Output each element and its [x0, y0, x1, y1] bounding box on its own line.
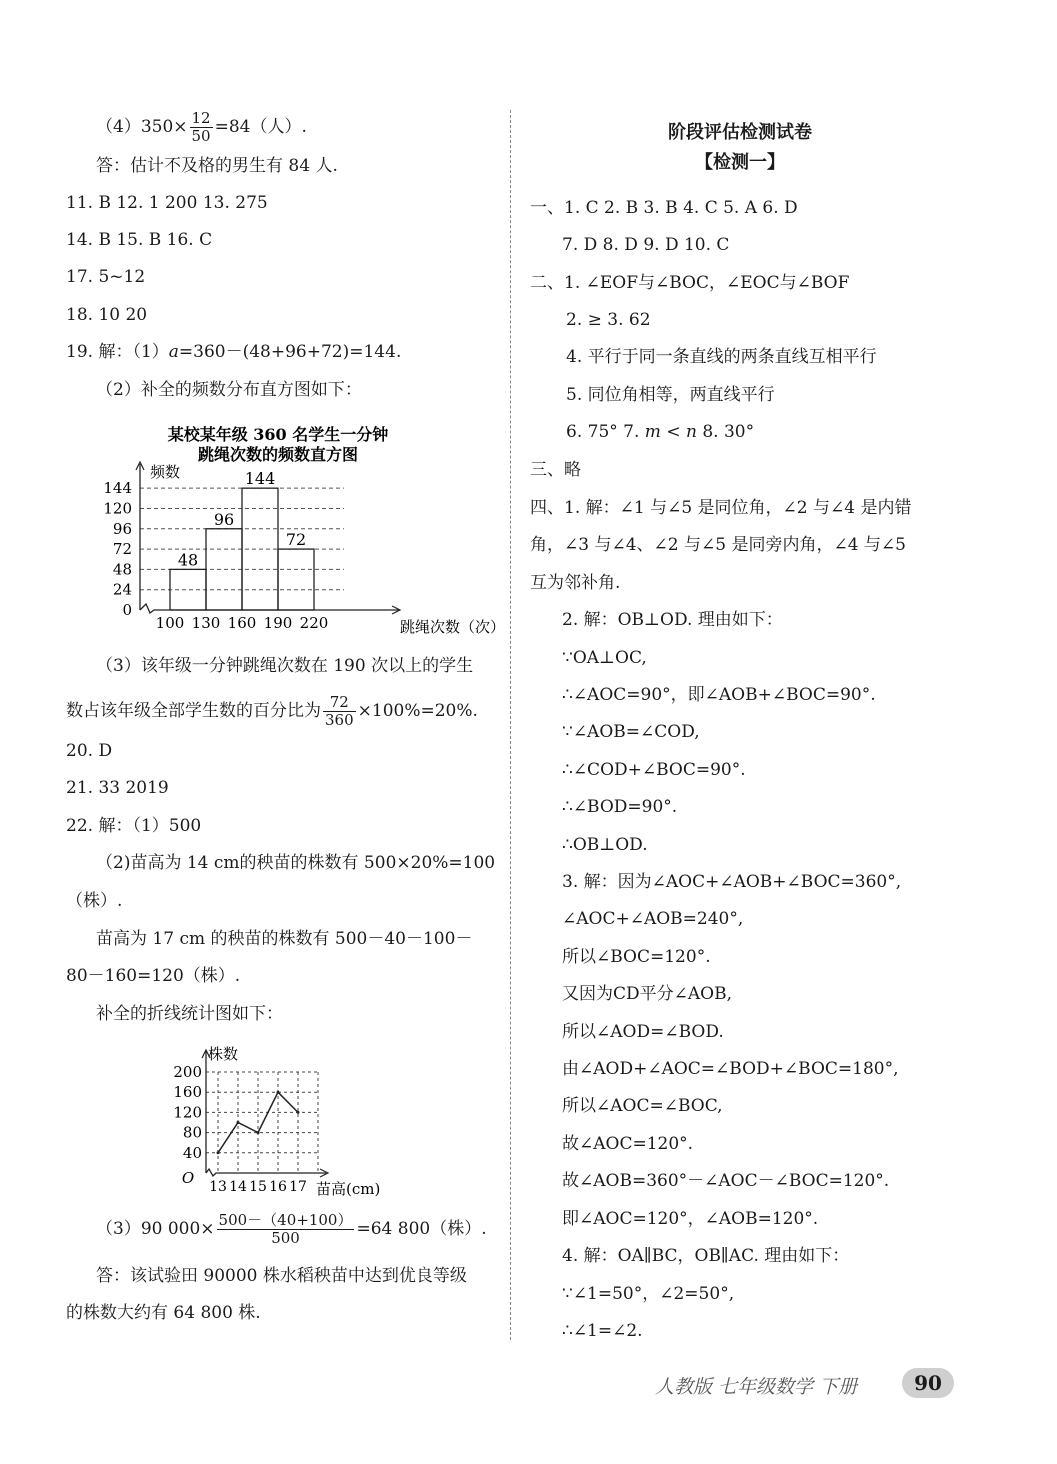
x-axis-label: 跳绳次数（次） [400, 618, 506, 636]
y-tick-label: 24 [112, 580, 132, 599]
fraction-numerator: 500－（40+100） [218, 1211, 353, 1229]
y-axis-label: 株数 [208, 1045, 239, 1063]
page-number: 90 [902, 1368, 954, 1398]
answer-text: =64 800（株）. [356, 1219, 487, 1239]
fraction-numerator: 72 [323, 694, 356, 712]
x-tick-label: 13 [209, 1179, 227, 1195]
y-tick-label: 96 [112, 519, 132, 538]
histogram-bar [278, 549, 314, 610]
answer-text: （3）90 000× [96, 1219, 215, 1239]
answer-line: 80－160=120（株）. [66, 966, 241, 986]
y-tick-label: 120 [173, 1103, 202, 1122]
bar-value-label: 72 [285, 530, 307, 550]
x-axis [140, 604, 400, 613]
y-tick-label: 0 [122, 601, 132, 619]
data-point [237, 1121, 240, 1124]
y-tick-label: 160 [173, 1083, 202, 1102]
bar-value-label: 48 [177, 550, 199, 570]
answer-line: ∴∠1=∠2. [562, 1321, 643, 1341]
data-point [297, 1111, 300, 1114]
answer-text: 8. 30° [696, 422, 755, 442]
answer-line: 二、1. ∠EOF与∠BOC，∠EOC与∠BOF [530, 273, 850, 293]
y-tick-label: 200 [173, 1063, 202, 1081]
x-tick-label: 16 [269, 1179, 287, 1195]
fraction [217, 1212, 355, 1247]
answer-line: 所以∠AOD=∠BOD. [562, 1022, 724, 1042]
x-tick-label: 100 [155, 614, 185, 632]
answer-line: 故∠AOC=120°. [562, 1134, 694, 1154]
answer-line: ∴∠COD+∠BOC=90°. [562, 760, 746, 780]
fraction-denominator: 360 [325, 711, 354, 729]
y-tick-label: 48 [112, 560, 132, 579]
origin-label: O [181, 1169, 195, 1187]
answer-text: 数占该年级全部学生数的百分比为 [66, 701, 321, 721]
answer-line: 即∠AOC=120°，∠AOB=120°. [562, 1209, 819, 1229]
answer-line [96, 1212, 487, 1247]
section-title: 阶段评估检测试卷 [668, 122, 812, 143]
answer-line: 21. 33 2019 [66, 778, 169, 798]
answer-text: ×100%=20%. [357, 701, 478, 721]
variable: n [685, 422, 697, 442]
answer-line: 4. 平行于同一条直线的两条直线互相平行 [566, 347, 877, 367]
fraction-numerator: 12 [191, 109, 211, 127]
fraction [323, 694, 356, 729]
answer-line [66, 694, 478, 729]
answer-line: 答：该试验田 90000 株水稻秧苗中达到优良等级 [96, 1266, 467, 1286]
footer-edition: 人教版 七年级数学 下册 [655, 1376, 858, 1398]
data-point [257, 1131, 260, 1134]
answer-text: < [660, 422, 686, 442]
column-divider [510, 110, 511, 1340]
x-axis-label: 苗高(cm) [316, 1180, 381, 1198]
answer-line: （2）补全的频数分布直方图如下： [96, 380, 362, 400]
answer-line: 苗高为 17 cm 的秧苗的株数有 500－40－100－ [96, 929, 473, 949]
answer-line: ∵OA⊥OC, [562, 648, 647, 668]
y-tick-label: 72 [112, 540, 132, 559]
histogram-chart [90, 420, 510, 645]
answer-line: 14. B 15. B 16. C [66, 230, 213, 250]
answer-line: 三、略 [530, 460, 581, 480]
answer-line: 所以∠AOC=∠BOC, [562, 1096, 723, 1116]
x-tick-label: 14 [229, 1179, 247, 1195]
x-tick-label: 160 [227, 614, 257, 632]
answer-line: 补全的折线统计图如下： [96, 1004, 283, 1024]
x-tick-label: 17 [289, 1179, 307, 1195]
answer-line: 互为邻补角. [530, 573, 621, 593]
line-chart [168, 1040, 428, 1200]
data-point [217, 1151, 220, 1154]
x-tick-label: 130 [191, 614, 221, 632]
chart-subtitle: 跳绳次数的频数直方图 [197, 445, 359, 464]
answer-text: =360－(48+96+72)=144. [178, 342, 402, 362]
answer-line: 5. 同位角相等，两直线平行 [566, 385, 775, 405]
y-tick-label: 144 [103, 479, 132, 498]
answer-line: 18. 10 20 [66, 305, 148, 325]
answer-line: 答：估计不及格的男生有 84 人. [96, 156, 338, 176]
answer-line [96, 110, 307, 145]
answer-line: ∴OB⊥OD. [562, 835, 648, 855]
answer-line: ∴∠AOC=90°，即∠AOB+∠BOC=90°. [562, 685, 876, 705]
answer-line: 2. ≥ 3. 62 [566, 310, 651, 330]
answer-line: 11. B 12. 1 200 13. 275 [66, 193, 268, 213]
answer-line: （2)苗高为 14 cm的秧苗的株数有 500×20%=100 [96, 853, 496, 873]
answer-line: 由∠AOD+∠AOC=∠BOD+∠BOC=180°, [562, 1059, 899, 1079]
variable: a [168, 342, 179, 362]
fraction-denominator: 50 [191, 127, 211, 145]
data-point [277, 1091, 280, 1094]
answer-line: 22. 解：（1）500 [66, 816, 202, 836]
variable: m [644, 422, 661, 442]
answer-line: （株）. [66, 891, 123, 911]
y-tick-label: 40 [182, 1143, 202, 1162]
answer-line: 2. 解：OB⊥OD. 理由如下： [562, 610, 783, 630]
answer-line [66, 341, 401, 363]
x-tick-label: 220 [299, 614, 329, 632]
answer-line: 一、1. C 2. B 3. B 4. C 5. A 6. D [530, 198, 798, 218]
bar-value-label: 96 [213, 509, 235, 529]
answer-line: 角，∠3 与∠4、∠2 与∠5 是同旁内角，∠4 与∠5 [530, 535, 906, 555]
answer-line: ∴∠BOD=90°. [562, 797, 678, 817]
bar-value-label: 144 [244, 469, 276, 489]
answer-line: 所以∠BOC=120°. [562, 947, 711, 967]
x-tick-label: 15 [249, 1179, 267, 1195]
answer-line: 4. 解：OA∥BC，OB∥AC. 理由如下： [562, 1246, 850, 1266]
y-tick-label: 120 [103, 499, 132, 518]
answer-line: ∵∠AOB=∠COD, [562, 722, 700, 742]
answer-text: =84（人）. [214, 117, 307, 137]
answer-line: 四、1. 解：∠1 与∠5 是同位角，∠2 与∠4 是内错 [530, 498, 912, 518]
answer-text: （4）350× [96, 117, 188, 137]
y-tick-label: 80 [182, 1123, 202, 1142]
chart-title: 某校某年级 360 名学生一分钟 [167, 425, 389, 444]
answer-line: 的株数大约有 64 800 株. [66, 1303, 261, 1323]
answer-line: 7. D 8. D 9. D 10. C [562, 235, 730, 255]
answer-line: ∵∠1=50°，∠2=50°, [562, 1284, 735, 1304]
y-axis-label: 频数 [150, 463, 181, 481]
answer-line: （3）该年级一分钟跳绳次数在 190 次以上的学生 [96, 656, 474, 676]
answer-line: 17. 5~12 [66, 267, 146, 287]
answer-line: 3. 解：因为∠AOC+∠AOB+∠BOC=360°, [562, 872, 902, 892]
x-tick-label: 190 [263, 614, 293, 632]
answer-line [566, 421, 754, 443]
x-axis [206, 1169, 326, 1176]
answer-line: 故∠AOB=360°－∠AOC－∠BOC=120°. [562, 1171, 890, 1191]
answer-line: ∠AOC+∠AOB=240°, [562, 909, 744, 929]
answer-text: 6. 75° 7. [566, 422, 645, 442]
answer-text: 19. 解：（1） [66, 342, 169, 362]
answer-line: 20. D [66, 741, 113, 761]
fraction-denominator: 500 [271, 1229, 300, 1247]
section-subtitle: 【检测一】 [695, 152, 785, 173]
answer-line: 又因为CD平分∠AOB, [562, 984, 732, 1004]
fraction [190, 110, 213, 145]
